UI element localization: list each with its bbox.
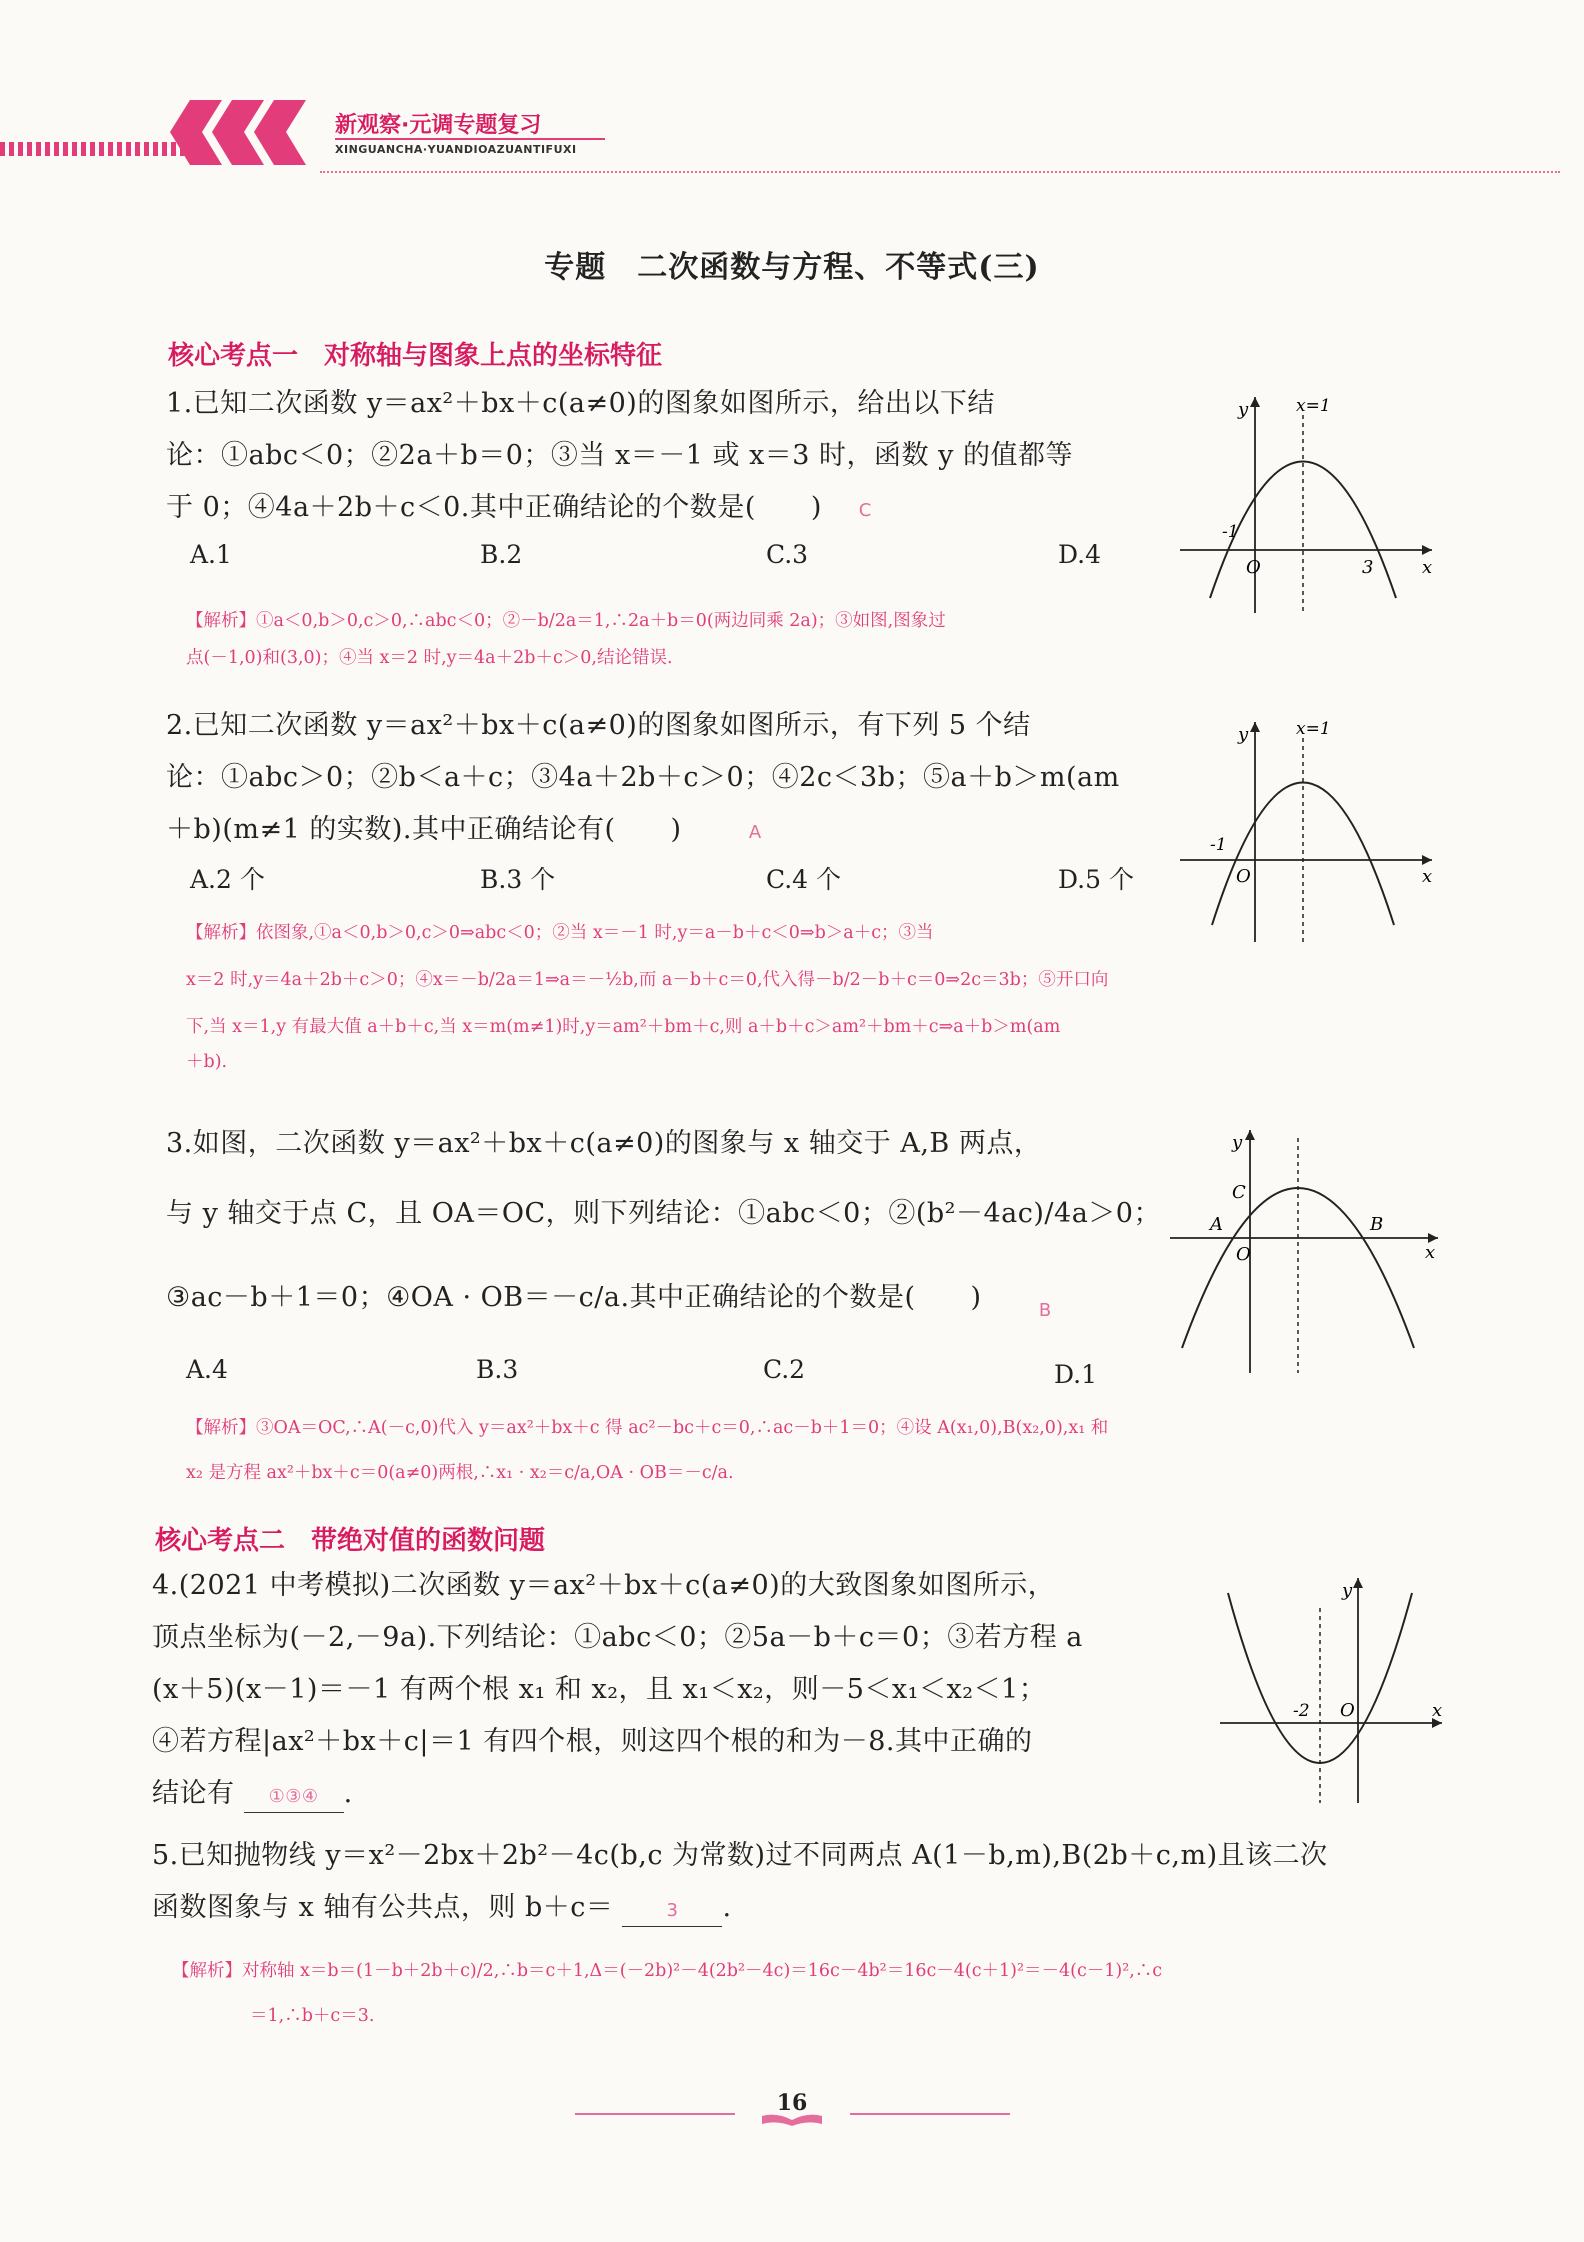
header-subtitle: XINGUANCHA·YUANDIOAZUANTIFUXI	[335, 143, 577, 156]
graph-x-label: x	[1422, 866, 1433, 887]
section-heading-2: 核心考点二 带绝对值的函数问题	[155, 1526, 546, 1556]
solution-line: ＝1,∴b＋c＝3.	[250, 2006, 375, 2026]
chevron-logo-icon	[170, 100, 330, 165]
graph-neg-label: -2	[1293, 1701, 1310, 1721]
graph-y-label: y	[1238, 399, 1249, 420]
question-3-answer: B	[1038, 1300, 1052, 1321]
graph-axis-label: x=1	[1296, 396, 1331, 416]
solution-line: 【解析】对称轴 x＝b＝(1－b＋2b＋c)/2,∴b＝c＋1,Δ＝(－2b)²－4(2b²－4c)＝16c－4b²＝16c－4(c＋1)²＝－4(c－1)²,∴c	[172, 1961, 1163, 1981]
question-3-solution	[186, 1415, 1516, 1487]
question-5-line-2: 函数图象与 x 轴有公共点，则 b＋c＝ 3 .	[152, 1882, 1452, 1934]
graph-pos-label: 3	[1362, 557, 1374, 578]
graph-origin-label: O	[1236, 1244, 1251, 1265]
header-title: 新观察·元调专题复习	[335, 108, 605, 140]
question-2-line-2: 论：①abc＞0；②b＜a＋c；③4a＋2b＋c＞0；④2c＜3b；⑤a＋b＞m(am	[166, 762, 1120, 793]
question-1-answer: C	[858, 500, 872, 521]
graph-x-label: x	[1422, 557, 1433, 578]
question-4-line-2: 顶点坐标为(－2,－9a).下列结论：①abc＜0；②5a－b＋c＝0；③若方程 a	[152, 1622, 1083, 1653]
graph-origin-label: O	[1246, 557, 1261, 578]
page-title: 专题 二次函数与方程、不等式(三)	[544, 250, 1040, 285]
solution-line: 【解析】依图象,①a＜0,b＞0,c＞0⇒abc＜0；②当 x＝－1 时,y＝a－b＋c＜0⇒b＞a＋c；③当	[186, 923, 934, 943]
question-4-line-5: 结论有 ①③④ .	[152, 1768, 1152, 1820]
graph-b-label: B	[1370, 1214, 1384, 1235]
question-2-option-d: D.5 个	[1058, 865, 1134, 894]
solution-line: x₂ 是方程 ax²＋bx＋c＝0(a≠0)两根,∴x₁ · x₂＝c/a,OA · OB＝－c/a.	[186, 1463, 734, 1483]
question-1-line-3: 于 0；④4a＋2b＋c＜0.其中正确结论的个数是( )	[166, 492, 822, 523]
graph-y-label: y	[1232, 1132, 1243, 1153]
question-2-graph	[1170, 710, 1440, 950]
question-1-option-c: C.3	[766, 540, 809, 569]
solution-line: 下,当 x＝1,y 有最大值 a＋b＋c,当 x＝m(m≠1)时,y＝am²＋bm＋c,则 a＋b＋c＞am²＋bm＋c⇒a＋b＞m(am	[186, 1017, 1061, 1037]
question-4-line-4: ④若方程|ax²＋bx＋c|＝1 有四个根，则这四个根的和为－8.其中正确的	[152, 1726, 1033, 1757]
graph-neg-label: -1	[1222, 522, 1239, 542]
question-4-line-1: 4.(2021 中考模拟)二次函数 y＝ax²＋bx＋c(a≠0)的大致图象如图所示，	[152, 1570, 1056, 1601]
graph-neg-label: -1	[1210, 835, 1227, 855]
question-3-graph	[1160, 1118, 1445, 1378]
question-3-option-a: A.4	[186, 1355, 228, 1384]
question-3	[166, 1118, 1166, 1324]
question-2-option-a: A.2 个	[190, 865, 265, 894]
question-1-option-d: D.4	[1058, 540, 1102, 569]
question-3-option-d: D.1	[1054, 1360, 1098, 1389]
question-1-solution	[186, 608, 1516, 672]
question-1-graph	[1170, 385, 1440, 615]
question-1-option-a: A.1	[190, 540, 232, 569]
question-5-line-1: 5.已知抛物线 y＝x²－2bx＋2b²－4c(b,c 为常数)过不同两点 A(1－b,m),B(2b＋c,m)且该二次	[152, 1840, 1328, 1871]
graph-c-label: C	[1232, 1182, 1246, 1203]
question-5	[152, 1830, 1452, 1934]
question-1-option-b: B.2	[480, 540, 523, 569]
page-number: 16	[776, 2090, 808, 2116]
question-2-option-c: C.4 个	[766, 865, 842, 894]
solution-line: 【解析】①a＜0,b＞0,c＞0,∴abc＜0；②－b/2a＝1,∴2a＋b＝0(两边同乘 2a)；③如图,图象过	[186, 611, 946, 631]
question-4-graph	[1210, 1568, 1450, 1808]
question-2	[166, 700, 1166, 856]
question-1	[166, 378, 1166, 534]
header-divider	[320, 171, 1560, 173]
book-ornament-icon	[760, 2112, 824, 2128]
graph-y-label: y	[1238, 724, 1249, 745]
solution-line: ＋b).	[186, 1052, 228, 1072]
section-heading-1: 核心考点一 对称轴与图象上点的坐标特征	[168, 341, 663, 371]
question-3-option-c: C.2	[763, 1355, 806, 1384]
question-4	[152, 1560, 1152, 1820]
question-5-answer-blank	[622, 1893, 722, 1927]
question-2-answer: A	[748, 822, 762, 843]
question-3-line-1: 3.如图，二次函数 y＝ax²＋bx＋c(a≠0)的图象与 x 轴交于 A,B 两点，	[166, 1128, 1042, 1159]
question-1-line-1: 1.已知二次函数 y＝ax²＋bx＋c(a≠0)的图象如图所示，给出以下结	[166, 388, 995, 419]
graph-a-label: A	[1210, 1214, 1223, 1235]
solution-line: x＝2 时,y＝4a＋2b＋c＞0；④x＝－b/2a＝1⇒a＝－½b,而 a－b＋c＝0,代入得－b/2－b＋c＝0⇒2c＝3b；⑤开口向	[186, 970, 1109, 990]
question-5-solution	[172, 1958, 1502, 2030]
question-4-answer-blank	[244, 1779, 344, 1813]
graph-origin-label: O	[1340, 1700, 1355, 1721]
question-4-line-3: (x＋5)(x－1)＝－1 有两个根 x₁ 和 x₂，且 x₁＜x₂，则－5＜x₁＜x₂＜1；	[152, 1674, 1047, 1705]
question-3-option-b: B.3	[476, 1355, 519, 1384]
solution-line: 【解析】③OA＝OC,∴A(－c,0)代入 y＝ax²＋bx＋c 得 ac²－bc＋c＝0,∴ac－b＋1＝0；④设 A(x₁,0),B(x₂,0),x₁ 和	[186, 1418, 1109, 1438]
question-1-line-2: 论：①abc＜0；②2a＋b＝0；③当 x＝－1 或 x＝3 时，函数 y 的值都等	[166, 440, 1073, 471]
question-2-line-3: ＋b)(m≠1 的实数).其中正确结论有( )	[166, 814, 682, 845]
graph-x-label: x	[1425, 1242, 1436, 1263]
question-3-line-3: ③ac－b＋1＝0；④OA · OB＝－c/a.其中正确结论的个数是( )	[166, 1282, 982, 1313]
graph-axis-label: x=1	[1296, 719, 1331, 739]
graph-origin-label: O	[1236, 866, 1251, 887]
graph-y-label: y	[1342, 1580, 1353, 1601]
question-4-answer: ①③④	[268, 1786, 319, 1807]
question-2-option-b: B.3 个	[480, 865, 556, 894]
graph-x-label: x	[1432, 1700, 1443, 1721]
question-5-answer: 3	[666, 1900, 679, 1921]
question-2-line-1: 2.已知二次函数 y＝ax²＋bx＋c(a≠0)的图象如图所示，有下列 5 个结	[166, 710, 1031, 741]
solution-line: 点(－1,0)和(3,0)；④当 x＝2 时,y＝4a＋2b＋c＞0,结论错误.	[186, 648, 673, 668]
question-3-line-2: 与 y 轴交于点 C，且 OA＝OC，则下列结论：①abc＜0；②(b²－4ac)/4a＞0；	[166, 1198, 1161, 1229]
